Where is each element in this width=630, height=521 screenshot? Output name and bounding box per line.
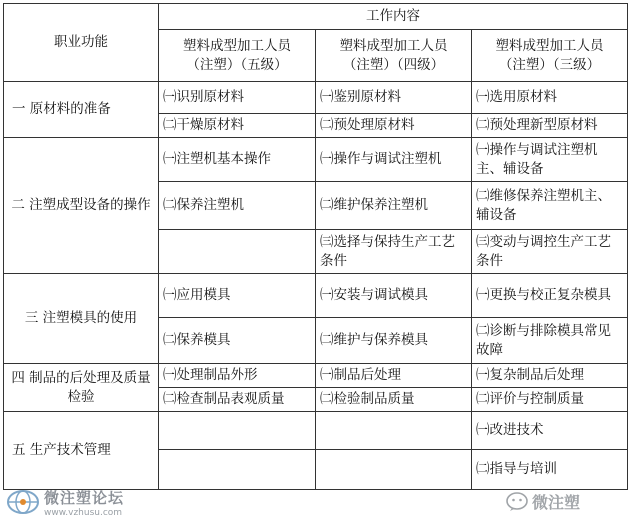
chat-bubble-icon xyxy=(506,492,528,512)
watermark-left-name: 微注塑论坛 xyxy=(44,488,125,507)
function-cell: 三 注塑模具的使用 xyxy=(4,274,159,364)
cell-level-4: ㈡维护与保养模具 xyxy=(316,318,472,364)
watermark-left-url: www.vzhusu.com xyxy=(44,507,123,518)
cell-level-3: ㈠选用原材料 xyxy=(472,82,628,114)
table-row xyxy=(4,82,628,114)
header-function: 职业功能 xyxy=(4,4,159,82)
function-cell: 五 生产技术管理 xyxy=(4,412,159,490)
function-cell: 一 原材料的准备 xyxy=(4,82,159,138)
header-level-3: 塑料成型加工人员 （注塑）（三级） xyxy=(472,30,628,82)
cell-level-3: ㈡维修保养注塑机主、辅设备 xyxy=(472,182,628,230)
cell-level-4: ㈠制品后处理 xyxy=(316,364,472,388)
cell-level-3: ㈠更换与校正复杂模具 xyxy=(472,274,628,318)
cell-level-3: ㈡评价与控制质量 xyxy=(472,388,628,412)
header-work-content: 工作内容 xyxy=(159,4,628,30)
cell-level-5: ㈡干燥原材料 xyxy=(159,114,316,138)
cell-level-3: ㈢变动与调控生产工艺条件 xyxy=(472,230,628,274)
cell-level-5 xyxy=(159,230,316,274)
cell-level-5: ㈠处理制品外形 xyxy=(159,364,316,388)
cell-level-4 xyxy=(316,412,472,450)
watermark-right-name: 微注塑 xyxy=(532,493,581,512)
function-cell: 四 制品的后处理及质量检验 xyxy=(4,364,159,412)
cell-level-5: ㈡保养注塑机 xyxy=(159,182,316,230)
cell-level-4: ㈡检验制品质量 xyxy=(316,388,472,412)
cell-level-3: ㈡指导与培训 xyxy=(472,450,628,490)
cell-level-4: ㈡预处理原材料 xyxy=(316,114,472,138)
table-row xyxy=(4,412,628,450)
cell-level-4: ㈠操作与调试注塑机 xyxy=(316,138,472,182)
cell-level-3: ㈡预处理新型原材料 xyxy=(472,114,628,138)
table-row xyxy=(4,364,628,388)
cell-level-5 xyxy=(159,412,316,450)
watermark-footer xyxy=(0,482,630,521)
globe-logo-icon xyxy=(6,489,40,515)
table-row xyxy=(4,138,628,182)
occupation-standard-table xyxy=(3,3,628,490)
cell-level-4: ㈢选择与保持生产工艺条件 xyxy=(316,230,472,274)
header-level-4: 塑料成型加工人员 （注塑）（四级） xyxy=(316,30,472,82)
function-cell: 二 注塑成型设备的操作 xyxy=(4,138,159,274)
table-row xyxy=(4,274,628,318)
cell-level-4: ㈠安装与调试模具 xyxy=(316,274,472,318)
cell-level-3: ㈠复杂制品后处理 xyxy=(472,364,628,388)
header-level-5: 塑料成型加工人员 （注塑）（五级） xyxy=(159,30,316,82)
watermark-right xyxy=(506,490,580,513)
cell-level-5: ㈡检查制品表观质量 xyxy=(159,388,316,412)
cell-level-4: ㈡维护保养注塑机 xyxy=(316,182,472,230)
cell-level-5: ㈡保养模具 xyxy=(159,318,316,364)
cell-level-4: ㈠鉴别原材料 xyxy=(316,82,472,114)
cell-level-3: ㈠操作与调试注塑机主、辅设备 xyxy=(472,138,628,182)
cell-level-3: ㈡诊断与排除模具常见故障 xyxy=(472,318,628,364)
cell-level-5: ㈠应用模具 xyxy=(159,274,316,318)
watermark-left xyxy=(6,486,124,518)
cell-level-5: ㈠识别原材料 xyxy=(159,82,316,114)
cell-level-5: ㈠注塑机基本操作 xyxy=(159,138,316,182)
cell-level-3: ㈠改进技术 xyxy=(472,412,628,450)
